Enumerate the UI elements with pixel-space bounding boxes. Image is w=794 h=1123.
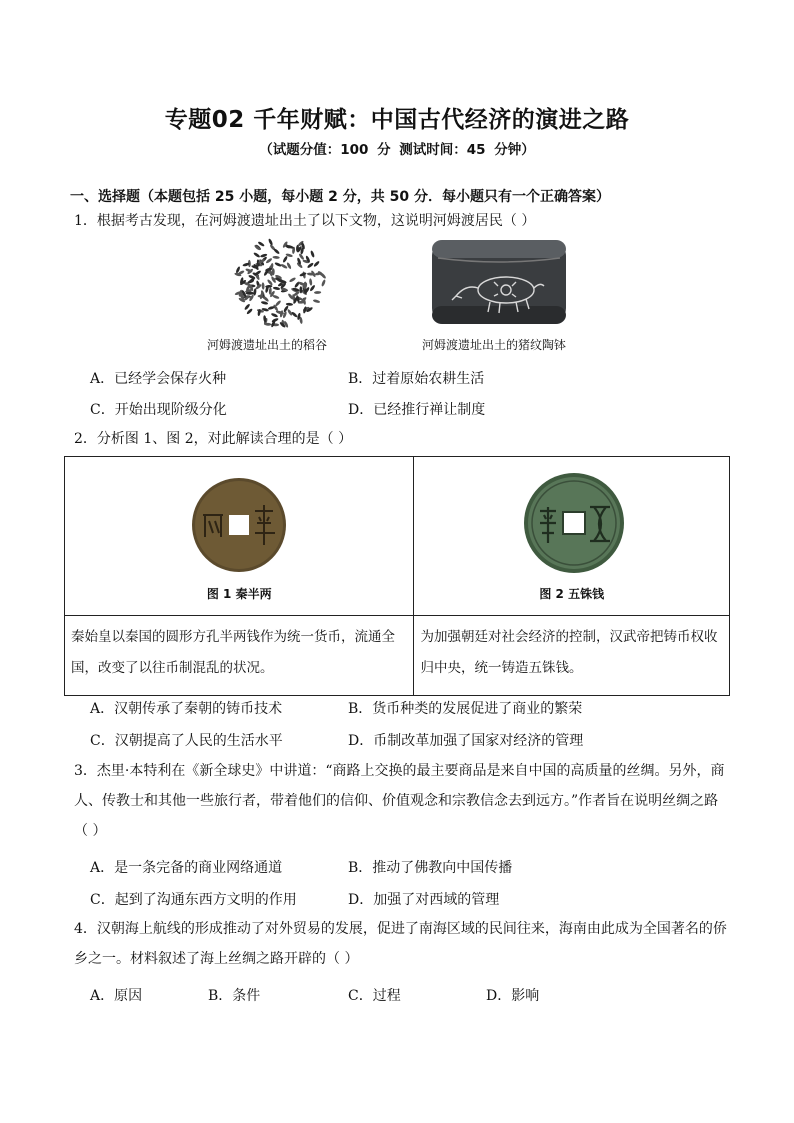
fig1-description: 秦始皇以秦国的圆形方孔半两钱作为统一货币，流通全国，改变了以往币制混乱的状况。 [65,616,414,696]
ban-liang-coin-image [189,475,289,575]
question-2-stem: 2．分析图 1、图 2，对此解读合理的是（ ） [74,431,353,447]
coin-comparison-table [64,456,730,696]
wu-zhu-coin-image [522,469,626,577]
q3-option-a[interactable]: A．是一条完备的商业网络通道 [90,860,283,876]
question-4-line-2: 乡之一。材料叙述了海上丝绸之路开辟的（ ） [74,951,359,967]
q2-option-b[interactable]: B．货币种类的发展促进了商业的繁荣 [348,701,583,717]
question-3-line-1: 3．杰里·本特利在《新全球史》中讲道：“商路上交换的最主要商品是来自中国的高质量的丝绸。另外，商 [74,763,725,779]
fig2-description: 为加强朝廷对社会经济的控制，汉武帝把铸币权收归中央，统一铸造五铢钱。 [414,616,730,696]
q2-option-d[interactable]: D．币制改革加强了国家对经济的管理 [348,733,584,749]
caption-pottery: 河姆渡遗址出土的猪纹陶钵 [422,338,567,352]
q1-option-c[interactable]: C．开始出现阶级分化 [90,402,227,418]
page-title: 专题02 千年财赋：中国古代经济的演进之路 [164,107,630,133]
fig2-caption: 图 2 五铢钱 [539,587,605,601]
q4-option-c[interactable]: C．过程 [348,988,401,1004]
q3-option-d[interactable]: D．加强了对西域的管理 [348,892,500,908]
fig2-cell [414,457,730,616]
question-3-line-3: （ ） [74,823,107,839]
q3-option-b[interactable]: B．推动了佛教向中国传播 [348,860,513,876]
rice-grains-image [230,234,330,330]
q1-option-a[interactable]: A．已经学会保存火种 [90,371,227,387]
pig-pattern-pottery-image [428,236,570,328]
fig1-cell [65,457,414,616]
fig1-caption: 图 1 秦半两 [206,587,272,601]
q4-option-b[interactable]: B．条件 [208,988,261,1004]
q1-option-d[interactable]: D．已经推行禅让制度 [348,402,486,418]
q2-option-c[interactable]: C．汉朝提高了人民的生活水平 [90,733,283,749]
exam-info: （试题分值：100 分 测试时间：45 分钟） [259,142,535,158]
q1-option-b[interactable]: B．过着原始农耕生活 [348,371,485,387]
q4-option-d[interactable]: D．影响 [486,988,540,1004]
section-heading: 一、选择题（本题包括 25 小题，每小题 2 分，共 50 分．每小题只有一个正确答案） [70,189,610,205]
question-1-stem: 1．根据考古发现，在河姆渡遗址出土了以下文物，这说明河姆渡居民（ ） [74,213,536,229]
q3-option-c[interactable]: C．起到了沟通东西方文明的作用 [90,892,297,908]
question-4-line-1: 4．汉朝海上航线的形成推动了对外贸易的发展，促进了南海区域的民间往来，海南由此成为全国著名的侨 [74,921,727,937]
question-3-line-2: 人、传教士和其他一些旅行者，带着他们的信仰、价值观念和宗教信念去到远方。”作者旨在说明丝绸之路 [74,793,719,809]
q2-option-a[interactable]: A．汉朝传承了秦朝的铸币技术 [90,701,283,717]
q4-option-a[interactable]: A．原因 [90,988,143,1004]
caption-rice: 河姆渡遗址出土的稻谷 [207,338,328,352]
